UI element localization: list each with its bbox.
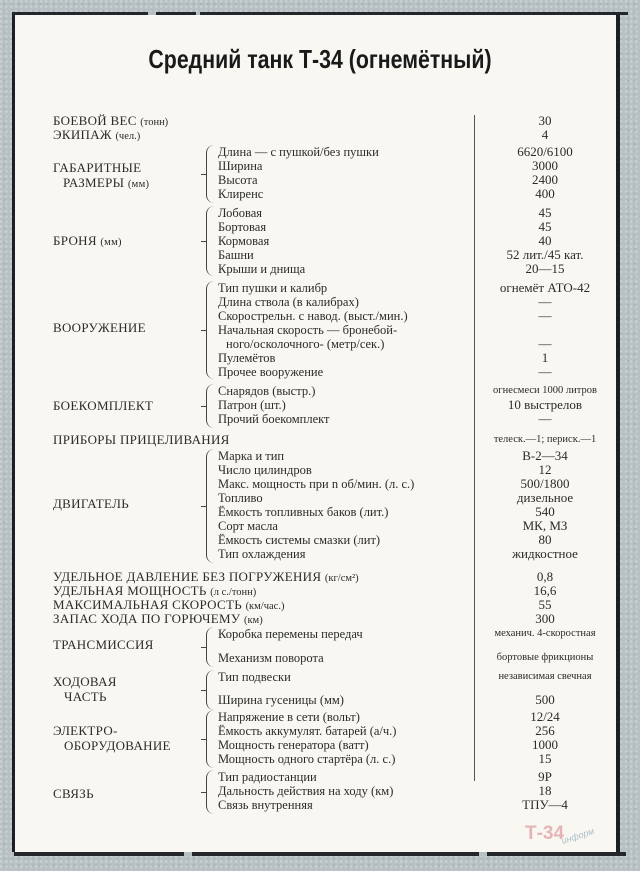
spec-row: Напряжение в сети (вольт) 12/24 — [218, 709, 560, 724]
value: 300 — [535, 611, 555, 626]
group-label: ГАБАРИТНЫЕ — [53, 160, 142, 175]
spec-row-power — [0, 584, 640, 598]
spec-row-pressure — [0, 570, 640, 584]
label: УДЕЛЬНОЕ ДАВЛЕНИЕ БЕЗ ПОГРУЖЕНИЯ — [53, 569, 322, 584]
spec-row: Лобовая 45 — [218, 205, 552, 220]
spec-row: Прочий боекомплект — — [218, 411, 552, 426]
spec-row: Снарядов (выстр.) огнесмеси 1000 литров — [218, 384, 597, 398]
spec-row: Тип охлаждения жидкостное — [218, 546, 578, 561]
spec-row: Тип пушки и калибр огнемёт АТО-42 — [218, 280, 591, 295]
spec-row-weight — [0, 114, 640, 128]
group-label: БОЕКОМПЛЕКТ — [53, 398, 154, 413]
spec-row: Длина ствола (в калибрах) — — [218, 294, 552, 309]
leader-dots — [150, 128, 470, 142]
leader-dots — [190, 114, 470, 128]
group-label: ХОДОВАЯ — [53, 674, 117, 689]
unit: (л с./тонн) — [210, 587, 257, 598]
value: 55 — [538, 597, 552, 612]
leader-dots — [265, 433, 470, 447]
spec-row: Скорострельн. с навод. (выст./мин.) — — [218, 308, 552, 323]
spec-row: Мощность генератора (ватт) 1000 — [218, 737, 558, 752]
spec-row: Пулемётов 1 — [218, 350, 549, 365]
spec-row: Марка и тип В-2—34 — [218, 448, 568, 463]
value: телеск.—1; периск.—1 — [493, 434, 597, 445]
spec-row: Связь внутренняя ТПУ—4 — [218, 797, 568, 812]
unit: (мм) — [127, 179, 150, 190]
group-label: ДВИГАТЕЛЬ — [53, 496, 129, 511]
spec-row: Ёмкость системы смазки (лит) 80 — [218, 532, 552, 547]
spec-row: Патрон (шт.) 10 выстрелов — [218, 397, 583, 412]
group-label: ЭЛЕКТРО- — [53, 723, 118, 738]
spec-row: Начальная скорость — бронебой- — [218, 323, 398, 337]
unit: (км/час.) — [245, 601, 285, 612]
spec-row: Прочее вооружение — — [218, 364, 552, 379]
spec-row: Длина — с пушкой/без пушки 6620/6100 — [218, 144, 573, 159]
spec-row: Высота 2400 — [218, 172, 558, 187]
unit: (тонн) — [140, 117, 169, 128]
spec-row-sights — [0, 433, 640, 447]
watermark-logo: Т-34информ — [525, 823, 596, 846]
spec-row: Сорт масла МК, МЗ — [218, 518, 568, 533]
label: БОЕВОЙ ВЕС — [53, 113, 137, 128]
label: ЗАПАС ХОДА ПО ГОРЮЧЕМУ — [53, 611, 241, 626]
group-label: РАЗМЕРЫ — [63, 175, 125, 190]
value: 30 — [538, 113, 552, 128]
unit: (кг/см²) — [324, 573, 359, 584]
spec-row: Крыши и днища 20—15 — [218, 261, 565, 276]
top-rule — [12, 12, 628, 15]
spec-row: Бортовая 45 — [218, 219, 552, 234]
spec-row: Клиренс 400 — [218, 186, 555, 201]
label: УДЕЛЬНАЯ МОЩНОСТЬ — [53, 583, 207, 598]
spec-row: Кормовая 40 — [218, 233, 552, 248]
group-label: ЧАСТЬ — [64, 689, 107, 704]
label: МАКСИМАЛЬНАЯ СКОРОСТЬ — [53, 597, 242, 612]
spec-row: Дальность действия на ходу (км) 18 — [218, 783, 552, 798]
spec-row: Макс. мощность при n об/мин. (л. с.) 500/1800 — [218, 476, 570, 491]
spec-row: Число цилиндров 12 — [218, 462, 552, 477]
spec-row: Коробка перемены передач механич. 4-скоростная — [218, 627, 596, 641]
spec-row: Мощность одного стартёра (л. с.) 15 — [218, 751, 552, 766]
label: ПРИБОРЫ ПРИЦЕЛИВАНИЯ — [53, 432, 230, 447]
unit: (чел.) — [115, 131, 141, 142]
group-label: ОБОРУДОВАНИЕ — [64, 738, 171, 753]
spec-row: ного/осколочного- (метр/сек.) — — [226, 336, 552, 351]
spec-row: Башни 52 лит./45 кат. — [218, 247, 584, 262]
spec-row-speed — [0, 598, 640, 612]
spec-row: Ёмкость топливных баков (лит.) 540 — [218, 504, 555, 519]
value: 0,8 — [536, 569, 554, 584]
spec-row: Тип подвески независимая свечная — [218, 670, 592, 684]
spec-row-range — [0, 612, 640, 626]
spec-row: Тип радиостанции 9Р — [218, 769, 552, 784]
spec-row: Ширина 3000 — [218, 158, 558, 173]
page-title: Средний танк Т-34 (огнемётный) — [148, 44, 492, 74]
spec-row: Ширина гусеницы (мм) 500 — [218, 692, 555, 707]
unit: (км) — [243, 615, 263, 626]
label: ЭКИПАЖ — [53, 127, 112, 142]
spec-row: Ёмкость аккумулят. батарей (а/ч.) 256 — [218, 723, 555, 738]
group-label: СВЯЗЬ — [53, 786, 94, 801]
bottom-rule — [14, 852, 626, 856]
unit: (мм) — [100, 237, 122, 248]
group-label: ТРАНСМИССИЯ — [53, 637, 154, 652]
value: 16,6 — [533, 583, 557, 598]
value: 4 — [541, 127, 549, 142]
spec-row-crew — [0, 128, 640, 142]
spec-row: Механизм поворота бортовые фрикционы — [218, 651, 594, 665]
group-label: БРОНЯ — [53, 233, 97, 248]
group-label: ВООРУЖЕНИЕ — [53, 320, 146, 335]
spec-row: Топливо дизельное — [218, 490, 574, 505]
